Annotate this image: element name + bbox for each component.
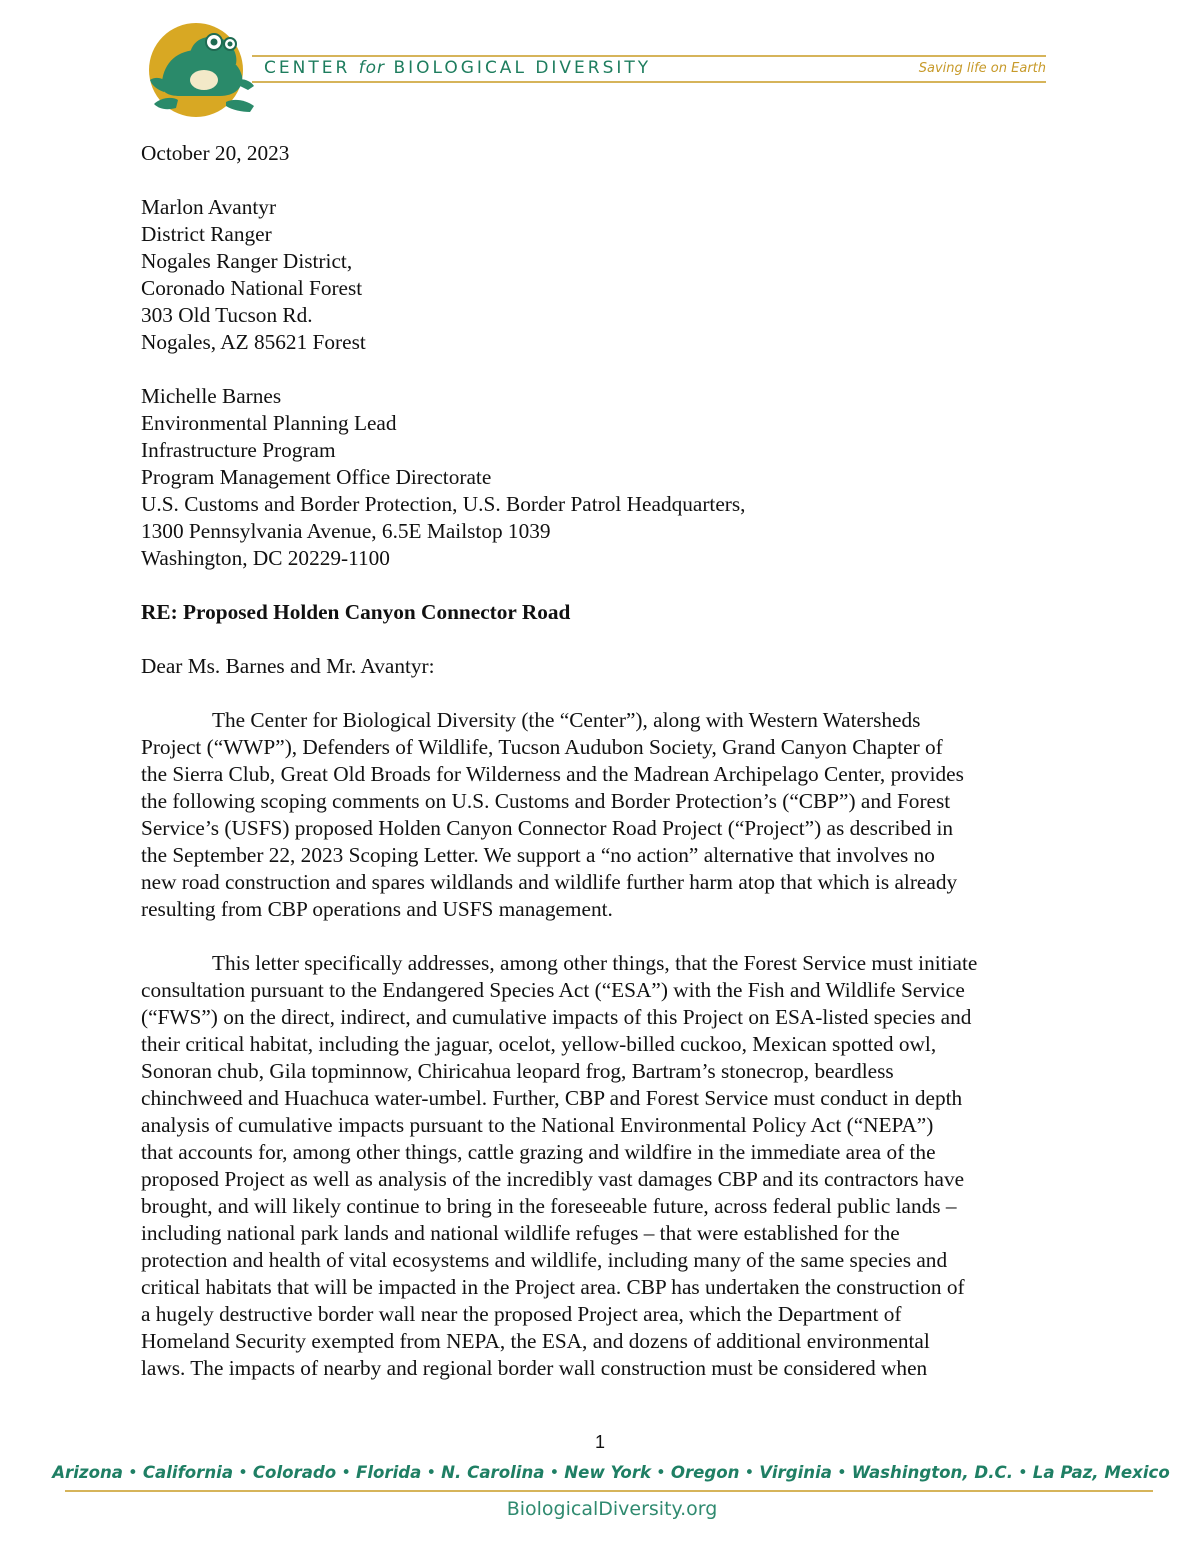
office-location: Washington, D.C.	[851, 1463, 1013, 1482]
office-location: La Paz, Mexico	[1032, 1463, 1170, 1482]
letter-date: October 20, 2023	[141, 141, 290, 165]
office-location: Virginia	[759, 1463, 832, 1482]
subject-line: RE: Proposed Holden Canyon Connector Road	[141, 600, 571, 624]
text-line: the September 22, 2023 Scoping Letter. We support a “no action” alternative that involves no	[141, 843, 935, 867]
header-rule-bottom	[252, 81, 1046, 83]
separator-dot: •	[744, 1463, 755, 1482]
address-line: 1300 Pennsylvania Avenue, 6.5E Mailstop 1039	[141, 519, 551, 543]
text-line: Homeland Security exempted from NEPA, the ESA, and dozens of additional environmental	[141, 1329, 930, 1353]
text-line: This letter specifically addresses, among other things, that the Forest Service must initiate	[212, 951, 978, 975]
office-location: New York	[564, 1463, 652, 1482]
letterhead	[0, 0, 1200, 130]
text-line: analysis of cumulative impacts pursuant to the National Environmental Policy Act (“NEPA”)	[141, 1113, 934, 1137]
text-line: Project (“WWP”), Defenders of Wildlife, Tucson Audubon Society, Grand Canyon Chapter of	[141, 735, 943, 759]
address-line: Nogales Ranger District,	[141, 249, 353, 273]
separator-dot: •	[426, 1463, 437, 1482]
paragraph-1	[141, 707, 1071, 923]
text-line: Sonoran chub, Gila topminnow, Chiricahua leopard frog, Bartram’s stonecrop, beardless	[141, 1059, 894, 1083]
recipient-address-1	[141, 194, 1071, 356]
text-line: including national park lands and national wildlife refuges – that were established for the	[141, 1221, 900, 1245]
tagline: Saving life on Earth	[918, 61, 1046, 76]
text-line: protection and health of vital ecosystems and wildlife, including many of the same species and	[141, 1248, 948, 1272]
separator-dot: •	[1018, 1463, 1028, 1482]
text-line: the Sierra Club, Great Old Broads for Wilderness and the Madrean Archipelago Center, provides	[141, 762, 964, 786]
text-line: chinchweed and Huachuca water-umbel. Further, CBP and Forest Service must conduct in depth	[141, 1086, 963, 1110]
address-line: Marlon Avantyr	[141, 195, 277, 219]
text-line: their critical habitat, including the jaguar, ocelot, yellow-billed cuckoo, Mexican spotted owl,	[141, 1032, 937, 1056]
text-line: brought, and will likely continue to bring in the foreseeable future, across federal public lands –	[141, 1194, 957, 1218]
text-line: a hugely destructive border wall near the proposed Project area, which the Department of	[141, 1302, 902, 1326]
office-location: Oregon	[670, 1463, 740, 1482]
text-line: the following scoping comments on U.S. Customs and Border Protection’s (“CBP”) and Forest	[141, 789, 951, 813]
office-location: California	[142, 1463, 234, 1482]
separator-dot: •	[341, 1463, 351, 1482]
text-line: that accounts for, among other things, cattle grazing and wildfire in the immediate area of the	[141, 1140, 936, 1164]
text-line: proposed Project as well as analysis of the incredibly vast damages CBP and its contractors have	[141, 1167, 965, 1191]
website-link[interactable]: BiologicalDiversity.org	[506, 1498, 718, 1520]
office-locations	[0, 1463, 1200, 1482]
letter-body	[141, 140, 1071, 1409]
recipient-address-2	[141, 383, 1071, 572]
address-line: Michelle Barnes	[141, 384, 282, 408]
address-line: U.S. Customs and Border Protection, U.S. Border Patrol Headquarters,	[141, 492, 746, 516]
text-line: consultation pursuant to the Endangered Species Act (“ESA”) with the Fish and Wildlife Service	[141, 978, 965, 1002]
text-line: resulting from CBP operations and USFS management.	[141, 897, 613, 921]
address-line: Washington, DC 20229-1100	[141, 546, 390, 570]
paragraph-2	[141, 950, 1071, 1382]
page-number: 1	[594, 1432, 605, 1452]
organization-name: CENTER for BIOLOGICAL DIVERSITY	[264, 58, 652, 78]
office-location: Arizona	[52, 1463, 124, 1482]
address-line: Nogales, AZ 85621 Forest	[141, 330, 366, 354]
text-line: new road construction and spares wildlands and wildlife further harm atop that which is already	[141, 870, 958, 894]
text-line: Service’s (USFS) proposed Holden Canyon Connector Road Project (“Project”) as described in	[141, 816, 954, 840]
address-line: Coronado National Forest	[141, 276, 363, 300]
address-line: Environmental Planning Lead	[141, 411, 397, 435]
office-location: Colorado	[252, 1463, 337, 1482]
text-line: critical habitats that will be impacted in the Project area. CBP has undertaken the construction of	[141, 1275, 965, 1299]
separator-dot: •	[549, 1463, 560, 1482]
frog-logo-icon	[146, 20, 258, 120]
address-line: 303 Old Tucson Rd.	[141, 303, 313, 327]
address-line: District Ranger	[141, 222, 272, 246]
office-location: N. Carolina	[441, 1463, 545, 1482]
address-line: Infrastructure Program	[141, 438, 336, 462]
footer-rule	[65, 1490, 1153, 1492]
text-line: laws. The impacts of nearby and regional border wall construction must be considered when	[141, 1356, 928, 1380]
separator-dot: •	[128, 1463, 138, 1482]
salutation: Dear Ms. Barnes and Mr. Avantyr:	[141, 654, 435, 678]
separator-dot: •	[836, 1463, 847, 1482]
text-line: The Center for Biological Diversity (the “Center”), along with Western Watersheds	[212, 708, 921, 732]
office-location: Florida	[356, 1463, 422, 1482]
address-line: Program Management Office Directorate	[141, 465, 492, 489]
text-line: (“FWS”) on the direct, indirect, and cumulative impacts of this Project on ESA-listed species and	[141, 1005, 972, 1029]
separator-dot: •	[656, 1463, 666, 1482]
separator-dot: •	[238, 1463, 248, 1482]
header-rule-top	[252, 55, 1046, 57]
